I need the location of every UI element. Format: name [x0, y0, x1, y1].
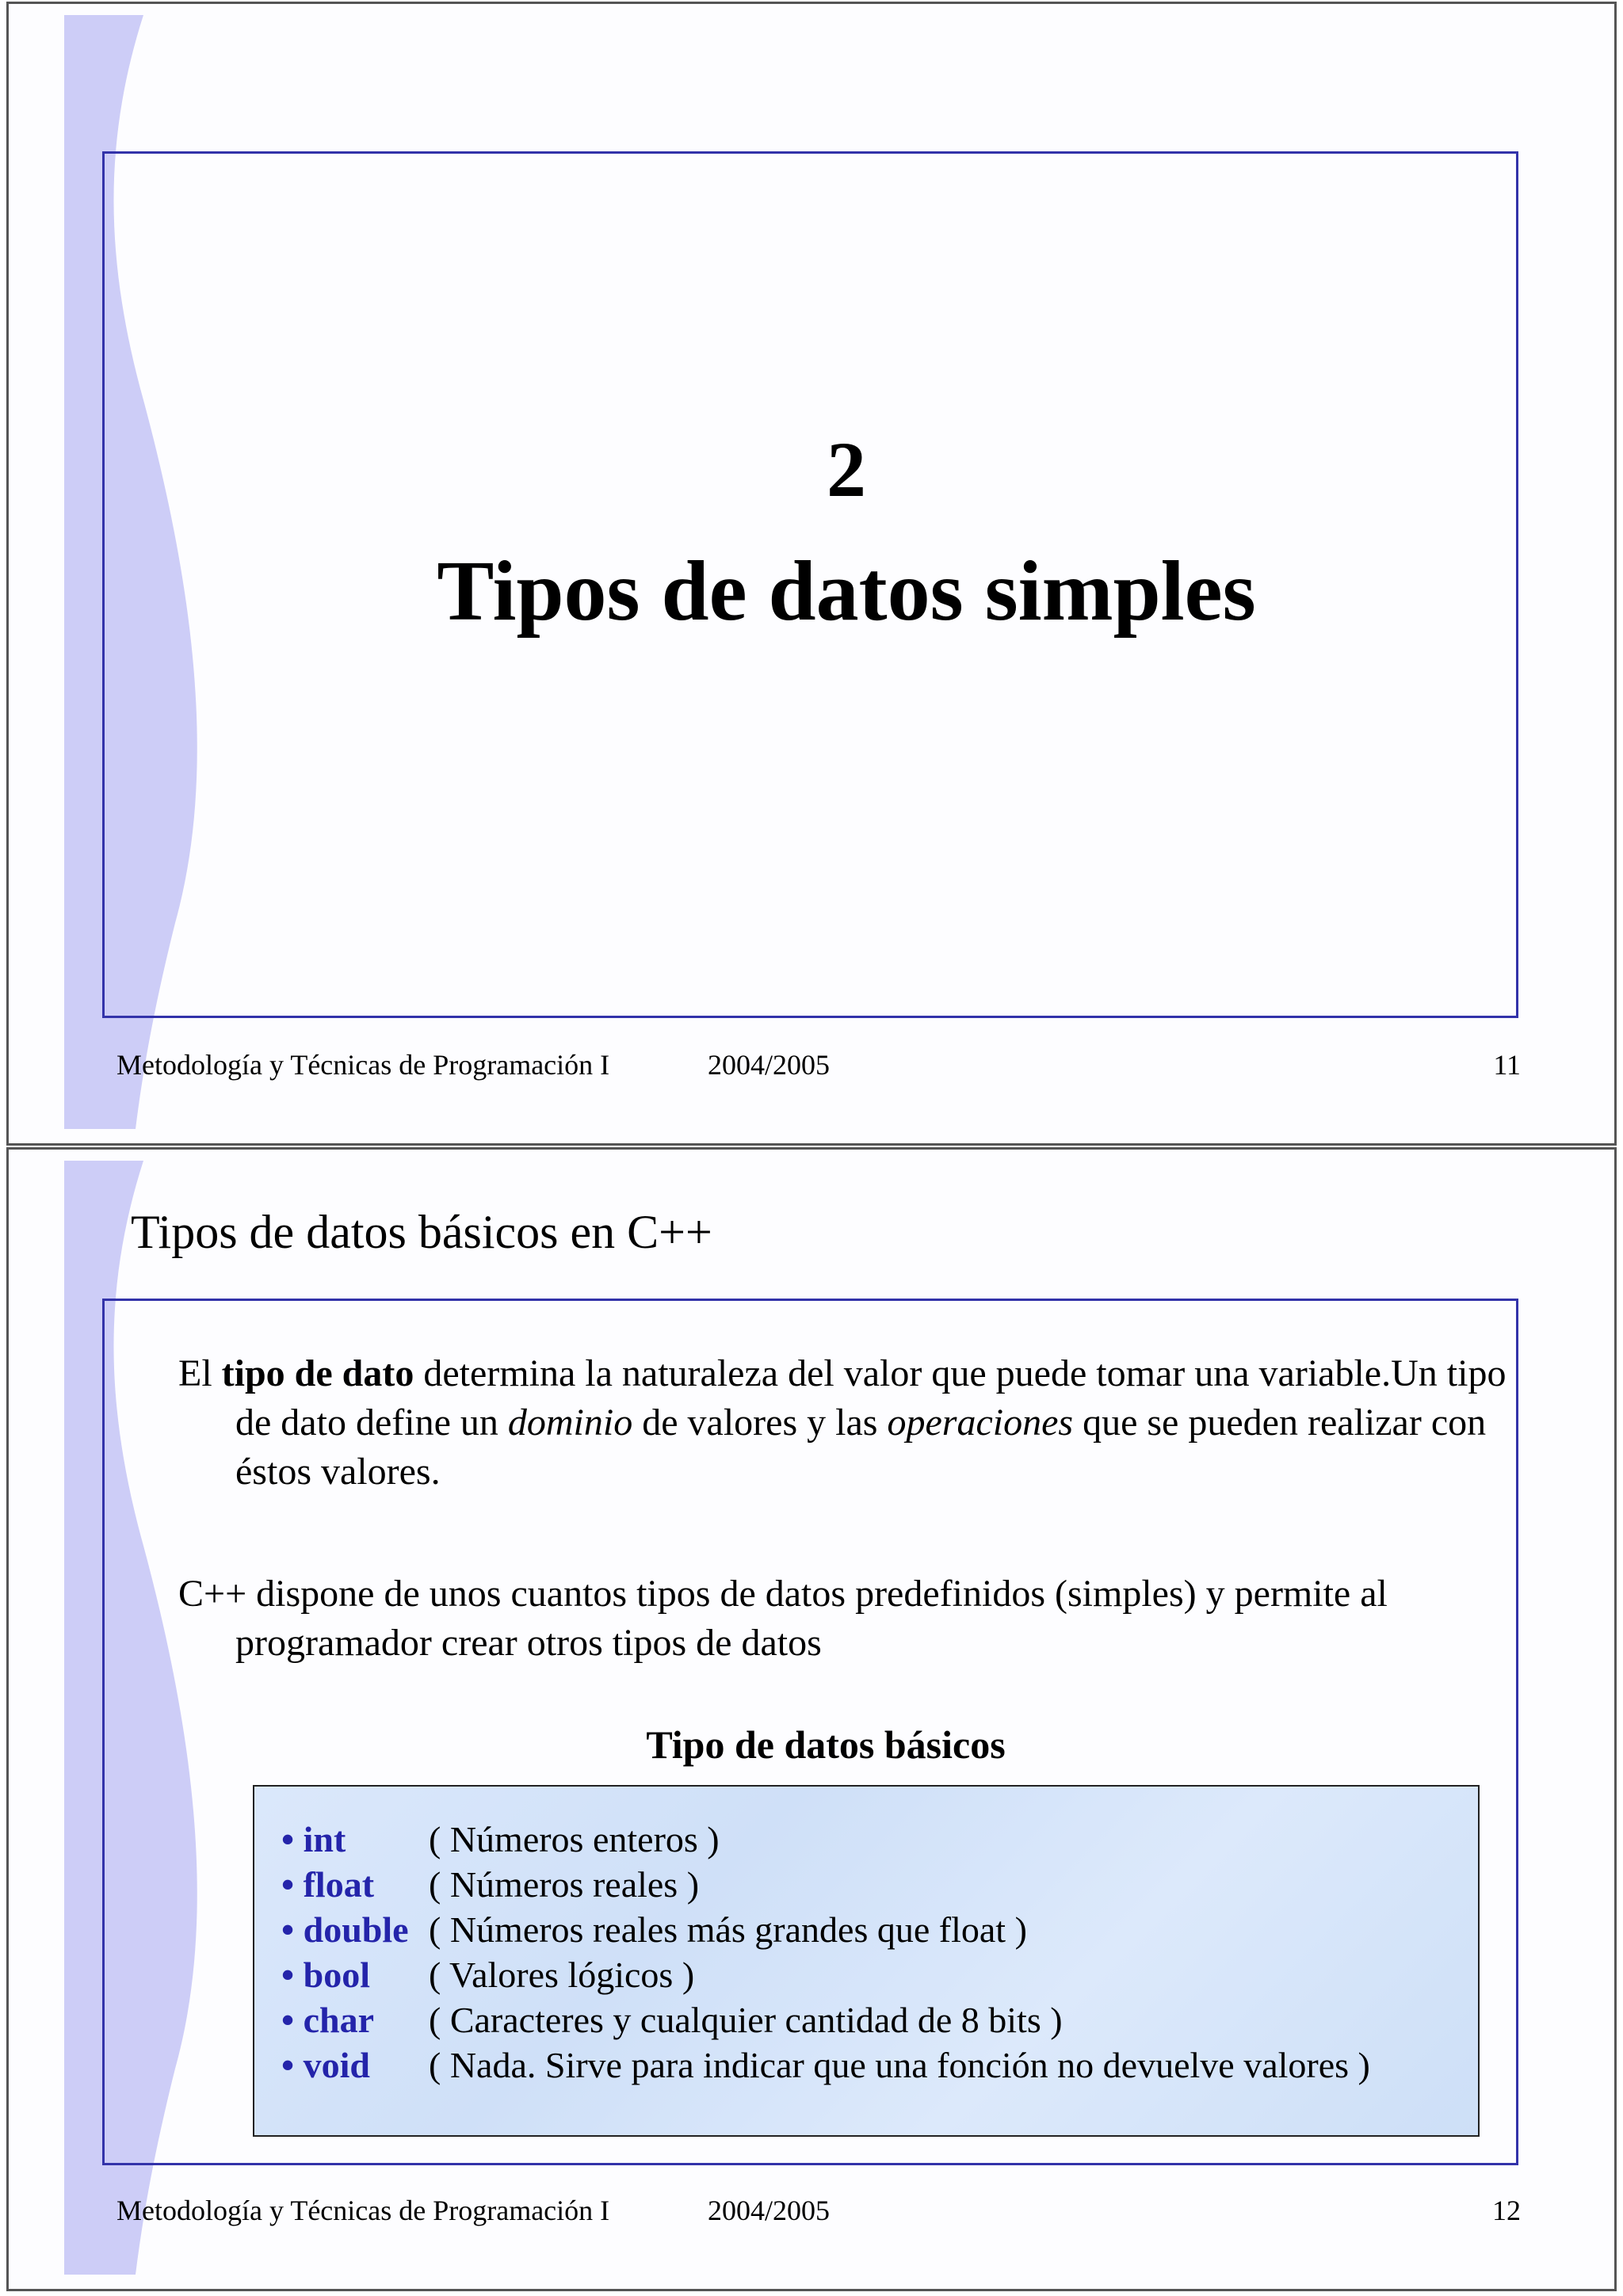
type-description: ( Nada. Sirve para indicar que una fonción no devuelve valores ): [429, 2045, 1370, 2085]
list-item: [281, 2042, 1370, 2088]
list-item: [281, 1952, 1370, 1997]
type-keyword: • bool: [281, 1955, 370, 1995]
chapter-title: Tipos de datos simples: [437, 544, 1256, 639]
footer-course: Metodología y Técnicas de Programación I: [116, 2195, 610, 2226]
type-description: ( Números reales ): [429, 1864, 700, 1905]
footer-course: Metodología y Técnicas de Programación I: [116, 1049, 610, 1081]
slide-12: [6, 1147, 1617, 2291]
cpp-types-paragraph: C++ dispone de unos cuantos tipos de datos predefinidos (simples) y permite al programador crear otros tipos de datos: [178, 1573, 1388, 1664]
type-keyword: • char: [281, 2000, 375, 2040]
type-description: ( Valores lógicos ): [429, 1955, 695, 1995]
slide-11: [6, 2, 1617, 1146]
list-item: [281, 1997, 1370, 2042]
footer-page-number: 12: [1492, 2195, 1521, 2226]
type-keyword: • int: [281, 1819, 346, 1859]
types-heading: Tipo de datos básicos: [646, 1722, 1006, 1767]
type-keyword: • double: [281, 1909, 409, 1950]
type-description: ( Números reales más grandes que float ): [429, 1909, 1027, 1950]
italic-term-dominio: dominio: [507, 1402, 633, 1444]
types-box: [253, 1785, 1480, 2137]
list-item: [281, 1862, 1370, 1907]
list-item: [281, 1907, 1370, 1952]
type-keyword: • void: [281, 2045, 370, 2085]
type-description: ( Números enteros ): [429, 1819, 720, 1859]
italic-term-operaciones: operaciones: [887, 1402, 1074, 1444]
footer-page-number: 11: [1493, 1049, 1521, 1081]
slide-title: Tipos de datos básicos en C++: [131, 1206, 712, 1258]
definition-paragraph: El tipo de dato determina la naturaleza del valor que puede tomar una variable.Un tipo de dato define un dominio de valores y las operaciones que se pueden realizar con éstos valores.: [178, 1352, 1507, 1493]
chapter-number: 2: [827, 425, 866, 513]
footer-year: 2004/2005: [708, 1049, 831, 1081]
types-list: [281, 1817, 1370, 2088]
type-description: ( Caracteres y cualquier cantidad de 8 bits ): [429, 2000, 1063, 2040]
footer-year: 2004/2005: [708, 2195, 831, 2226]
bold-term: tipo de dato: [221, 1352, 414, 1394]
list-item: [281, 1817, 1370, 1862]
type-keyword: • float: [281, 1864, 375, 1905]
